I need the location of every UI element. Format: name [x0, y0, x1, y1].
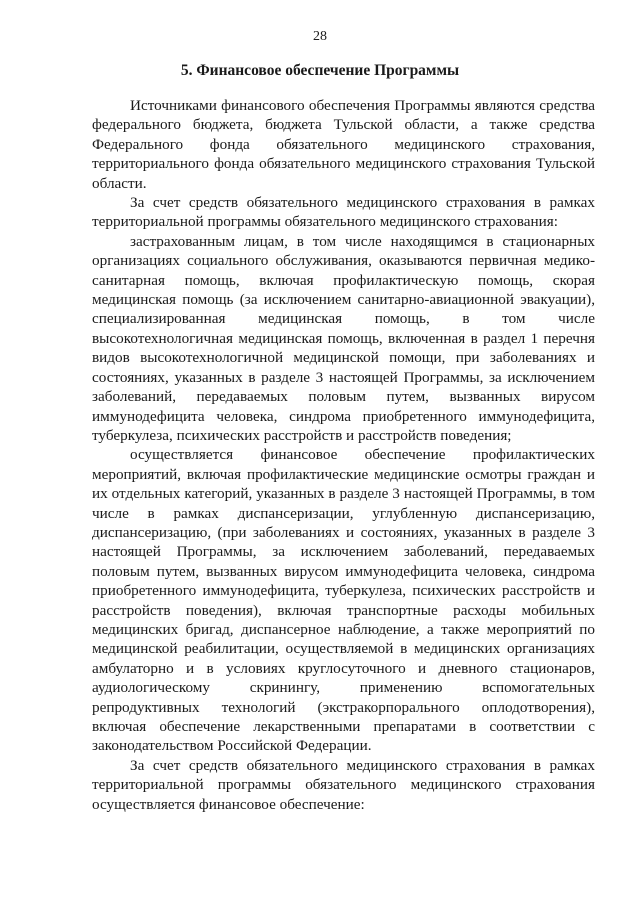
- body-text: [92, 96, 595, 814]
- paragraph-funding-sources: Источниками финансового обеспечения Программы являются средства федерального бюджета, бюджета Тульской области, а также средства Федерального фонда обязательного медицинского страхования, территориального фонда обязательного медицинского страхования Тульской области.: [92, 97, 595, 192]
- section-title: 5. Финансовое обеспечение Программы: [180, 62, 460, 79]
- paragraph-preventive-measures: осуществляется финансовое обеспечение профилактических мероприятий, включая профилактические медицинские осмотры граждан и их отдельных категорий, указанных в разделе 3 настоящей Программы, в том числе в рамках диспансеризации, углубленную диспансеризацию, диспансеризацию, (при заболеваниях и состояниях, указанных в разделе 3 настоящей Программы, за исключением заболеваний, передаваемых половым путем, вызванных вирусом иммунодефицита человека, синдрома приобретенного иммунодефицита, туберкулеза, психических расстройств и расстройств поведения), включая транспортные расходы мобильных медицинских бригад, диспансерное наблюдение, а также мероприятий по медицинской реабилитации, осуществляемой в медицинских организациях амбулаторно и в условиях круглосуточного и дневного стационаров, аудиологическому скринингу, применению вспомогательных репродуктивных технологий (экстракорпорального оплодотворения), включая обеспечение лекарственными препаратами в соответствии с законодательством Российской Федерации.: [92, 446, 595, 755]
- page-number: 28: [313, 29, 327, 44]
- paragraph-oms-financing: За счет средств обязательного медицинского страхования в рамках территориальной программы обязательного медицинского страхования осуществляется финансовое обеспечение:: [92, 756, 595, 813]
- paragraph-insured-persons: застрахованным лицам, в том числе находящимся в стационарных организациях социального обслуживания, оказываются первичная медико-санитарная помощь, включая профилактическую помощь, скорая медицинская помощь (за исключением санитарно-авиационной эвакуации), специализированная медицинская помощь, в том числе высокотехнологичная медицинская помощь, включенная в раздел 1 перечня видов высокотехнологичной медицинской помощи, при заболеваниях и состояниях, указанных в разделе 3 настоящей Программы, за исключением заболеваний, передаваемых половым путем, вызванных вирусом иммунодефицита человека, синдрома приобретенного иммунодефицита, туберкулеза, психических расстройств и расстройств поведения;: [92, 232, 595, 444]
- paragraph-oms-intro: За счет средств обязательного медицинского страхования в рамках территориальной программы обязательного медицинского страхования:: [92, 194, 595, 231]
